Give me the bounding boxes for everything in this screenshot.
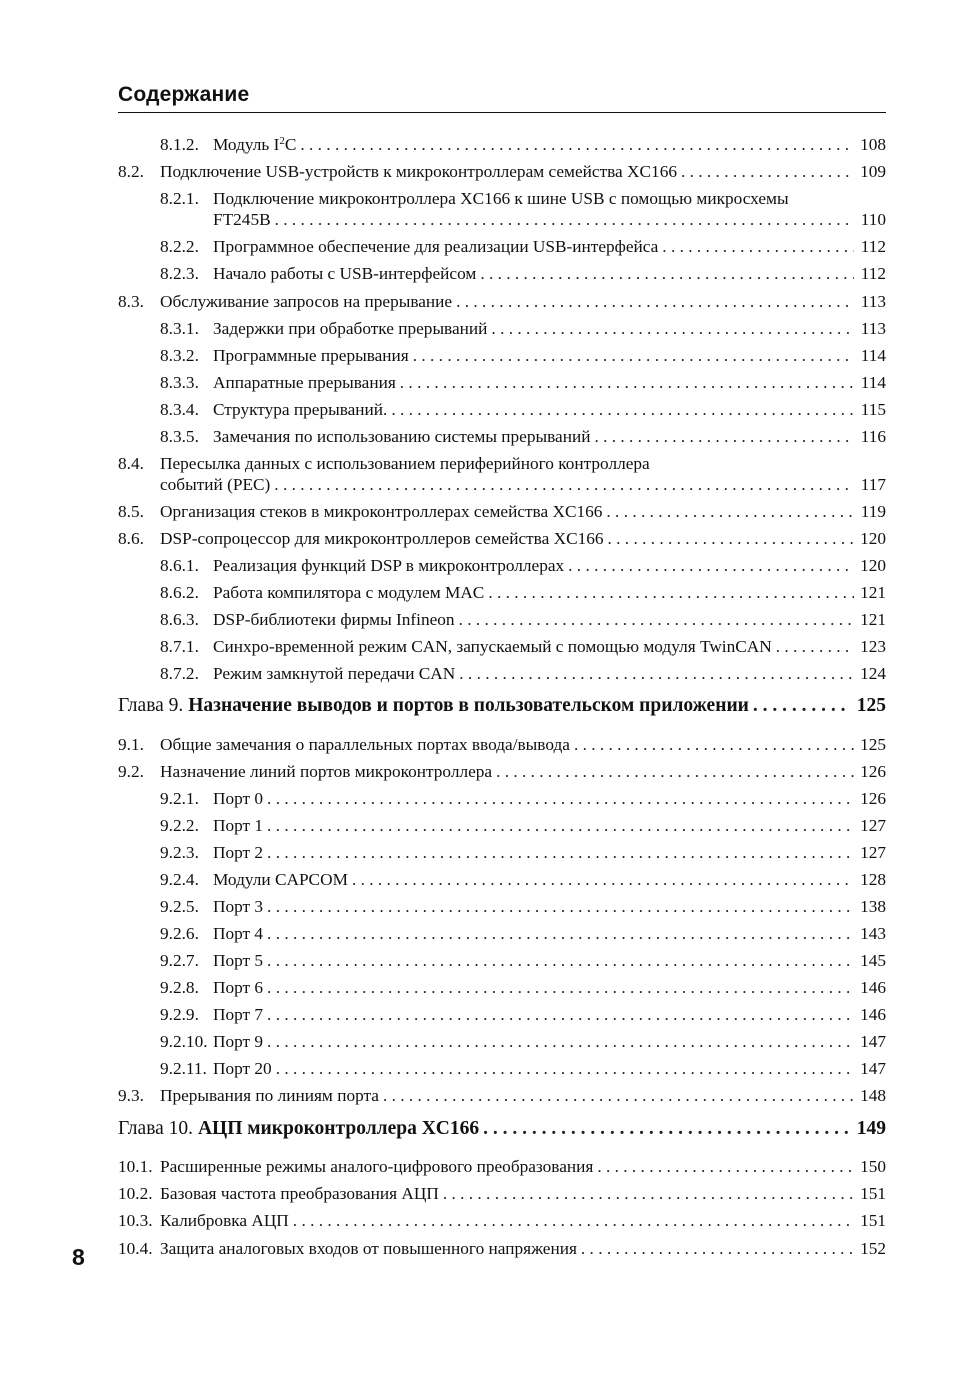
page-ref: 113	[860, 292, 886, 311]
page-ref: 127	[860, 843, 886, 862]
toc-entry[interactable]	[118, 318, 886, 339]
page-ref: 146	[860, 978, 886, 997]
toc-entry[interactable]	[118, 788, 886, 809]
dot-leader	[267, 815, 854, 836]
dot-leader	[276, 1058, 854, 1079]
toc-entry[interactable]	[118, 263, 886, 284]
page-ref: 147	[860, 1059, 886, 1078]
toc-entry[interactable]	[118, 134, 886, 155]
page-ref: 124	[860, 664, 886, 683]
title-part: C	[284, 135, 297, 154]
section-number: 10.1.	[118, 1157, 153, 1176]
dot-leader	[267, 950, 854, 971]
section-number: 8.5.	[118, 502, 144, 521]
toc-entry[interactable]	[118, 188, 886, 230]
dot-leader	[681, 161, 854, 182]
dot-leader	[274, 474, 854, 495]
entry-title: Подключение микроконтроллера XC166 к шине USB с помощью микросхемы	[213, 189, 789, 208]
toc-entry[interactable]	[118, 977, 886, 998]
page-ref: 147	[860, 1032, 886, 1051]
dot-leader	[776, 636, 854, 657]
page-ref: 148	[860, 1086, 886, 1105]
page-ref: 149	[856, 1118, 886, 1139]
dot-leader	[267, 923, 854, 944]
section-number: 8.6.3.	[160, 610, 199, 629]
entry-title: Подключение USB-устройств к микроконтроллерам семейства XC166	[160, 162, 677, 181]
toc-entry[interactable]	[118, 291, 886, 312]
chapter-title	[118, 1117, 479, 1141]
entry-title: Порт 20	[213, 1059, 272, 1078]
chapter-prefix: Глава 9.	[118, 695, 184, 716]
toc-entry[interactable]	[118, 663, 886, 684]
section-number: 8.3.3.	[160, 373, 199, 392]
page-ref: 150	[860, 1157, 886, 1176]
page-number: 8	[72, 1244, 85, 1270]
page-ref: 126	[860, 762, 886, 781]
chapter-prefix: Глава 10.	[118, 1118, 194, 1139]
dot-leader	[480, 263, 854, 284]
toc-entry[interactable]	[118, 1156, 886, 1177]
section-number: 9.2.8.	[160, 978, 199, 997]
entry-title: Защита аналоговых входов от повышенного напряжения	[160, 1239, 577, 1258]
entry-title: Программные прерывания	[213, 346, 409, 365]
page-ref: 112	[860, 264, 886, 283]
toc-entry[interactable]	[118, 501, 886, 522]
chapter-name: Назначение выводов и портов в пользовательском приложении	[188, 695, 749, 716]
section-number: 8.2.2.	[160, 237, 199, 256]
toc-entry[interactable]	[118, 453, 886, 495]
dot-leader	[267, 842, 854, 863]
page-ref: 119	[860, 502, 886, 521]
toc-entry[interactable]	[118, 950, 886, 971]
page-ref: 125	[856, 695, 886, 716]
page-ref: 138	[860, 897, 886, 916]
section-number: 9.1.	[118, 735, 144, 754]
entry-title: Замечания по использованию системы прерываний	[213, 427, 591, 446]
page-ref: 145	[860, 951, 886, 970]
entry-title-continued: событий (PEC)	[160, 475, 271, 494]
dot-leader	[267, 1031, 854, 1052]
section-number: 9.2.10.	[160, 1032, 208, 1051]
section-number: 9.2.1.	[160, 789, 199, 808]
page-ref: 121	[860, 583, 886, 602]
entry-title: Порт 0	[213, 789, 264, 808]
entry-title: Модули CAPCOM	[213, 870, 348, 889]
page-ref: 151	[860, 1184, 886, 1203]
section-number: 10.3.	[118, 1211, 153, 1230]
page-ref: 128	[860, 870, 886, 889]
dot-leader	[491, 318, 854, 339]
toc-entry[interactable]	[118, 1031, 886, 1052]
section-number: 9.2.2.	[160, 816, 199, 835]
entry-title: Задержки при обработке прерываний	[213, 319, 488, 338]
section-number: 9.2.3.	[160, 843, 199, 862]
entry-title: Обслуживание запросов на прерывание	[160, 292, 453, 311]
entry-title: Работа компилятора с модулем MAC	[213, 583, 485, 602]
dot-leader	[293, 1210, 854, 1231]
running-header	[118, 82, 886, 113]
dot-leader	[753, 694, 851, 718]
entry-title: Расширенные режимы аналого-цифрового преобразования	[160, 1157, 594, 1176]
entry-title: Реализация функций DSP в микроконтроллерах	[213, 556, 565, 575]
page-ref: 117	[860, 475, 886, 494]
toc-entry[interactable]	[118, 426, 886, 447]
page-ref: 110	[860, 210, 886, 229]
page-ref: 116	[860, 427, 886, 446]
toc-chapter[interactable]	[118, 694, 886, 718]
dot-leader	[608, 528, 854, 549]
page-ref: 127	[860, 816, 886, 835]
dot-leader	[456, 291, 854, 312]
dot-leader	[483, 1117, 851, 1141]
page-ref: 108	[860, 135, 886, 154]
dot-leader	[594, 426, 854, 447]
entry-title: Пересылка данных с использованием периферийного контроллера	[160, 454, 650, 473]
chapter-title	[118, 694, 749, 718]
entry-title: Порт 6	[213, 978, 264, 997]
toc-entry[interactable]	[118, 555, 886, 576]
section-number: 8.3.2.	[160, 346, 199, 365]
page-ref: 123	[860, 637, 886, 656]
dot-leader	[267, 896, 854, 917]
dot-leader	[383, 1085, 854, 1106]
page-ref: 126	[860, 789, 886, 808]
dot-leader	[606, 501, 854, 522]
toc-entry[interactable]	[118, 923, 886, 944]
section-number: 8.3.4.	[160, 400, 199, 419]
toc-entry[interactable]	[118, 345, 886, 366]
toc-entry[interactable]	[118, 582, 886, 603]
section-number: 9.2.5.	[160, 897, 199, 916]
toc-entry[interactable]	[118, 528, 886, 549]
entry-title: Порт 5	[213, 951, 264, 970]
toc-entry[interactable]	[118, 399, 886, 420]
dot-leader	[300, 134, 854, 155]
section-number: 8.3.5.	[160, 427, 199, 446]
section-number: 9.2.4.	[160, 870, 199, 889]
dot-leader	[267, 1004, 854, 1025]
section-number: 8.2.	[118, 162, 144, 181]
entry-title: Организация стеков в микроконтроллерах семейства XC166	[160, 502, 603, 521]
toc-entry[interactable]	[118, 1085, 886, 1106]
toc-entry[interactable]	[118, 1058, 886, 1079]
toc-entry[interactable]	[118, 372, 886, 393]
entry-title: Прерывания по линиям порта	[160, 1086, 379, 1105]
section-number: 9.3.	[118, 1086, 144, 1105]
toc-entry[interactable]	[118, 236, 886, 257]
entry-title: Назначение линий портов микроконтроллера	[160, 762, 493, 781]
section-number: 9.2.	[118, 762, 144, 781]
chapter-name: АЦП микроконтроллера XC166	[197, 1118, 480, 1139]
page-ref: 151	[860, 1211, 886, 1230]
entry-title: Порт 7	[213, 1005, 264, 1024]
page-ref: 112	[860, 237, 886, 256]
section-number: 8.6.	[118, 529, 144, 548]
dot-leader	[400, 372, 854, 393]
toc-entry[interactable]	[118, 1004, 886, 1025]
dot-leader	[581, 1238, 854, 1259]
toc-entry[interactable]	[118, 1238, 886, 1259]
entry-title: Программное обеспечение для реализации USB-интерфейса	[213, 237, 659, 256]
entry-title: Порт 4	[213, 924, 264, 943]
dot-leader	[662, 236, 854, 257]
toc-chapter[interactable]	[118, 1117, 886, 1141]
entry-title: DSP-сопроцессор для микроконтроллеров семейства XC166	[160, 529, 604, 548]
entry-title: Режим замкнутой передачи CAN	[213, 664, 456, 683]
page-ref: 120	[860, 529, 886, 548]
entry-title: Общие замечания о параллельных портах ввода/вывода	[160, 735, 570, 754]
entry-title	[213, 134, 296, 155]
dot-leader	[267, 977, 854, 998]
section-number: 8.7.2.	[160, 664, 199, 683]
page-ref: 109	[860, 162, 886, 181]
section-number: 9.2.11.	[160, 1059, 207, 1078]
page-title: Содержание	[118, 83, 250, 106]
toc-entry[interactable]	[118, 734, 886, 755]
section-number: 9.2.6.	[160, 924, 199, 943]
page-ref: 115	[860, 400, 886, 419]
section-number: 8.3.	[118, 292, 144, 311]
dot-leader	[459, 609, 854, 630]
section-number: 8.4.	[118, 454, 144, 473]
toc-entry[interactable]	[118, 161, 886, 182]
page-ref: 152	[860, 1239, 886, 1258]
page-ref: 125	[860, 735, 886, 754]
entry-title: Начало работы с USB-интерфейсом	[213, 264, 477, 283]
entry-title: Порт 9	[213, 1032, 264, 1051]
section-number: 8.2.1.	[160, 189, 199, 208]
entry-title: DSP-библиотеки фирмы Infineon	[213, 610, 455, 629]
section-number: 10.4.	[118, 1239, 153, 1258]
entry-title: Калибровка АЦП	[160, 1211, 289, 1230]
dot-leader	[352, 869, 854, 890]
section-number: 9.2.7.	[160, 951, 199, 970]
entry-title: Структура прерываний.	[213, 400, 388, 419]
dot-leader	[275, 209, 854, 230]
page-ref: 114	[860, 373, 886, 392]
section-number: 8.7.1.	[160, 637, 199, 656]
toc-entry[interactable]	[118, 636, 886, 657]
dot-leader	[597, 1156, 854, 1177]
entry-title: Базовая частота преобразования АЦП	[160, 1184, 439, 1203]
toc-entry[interactable]	[118, 815, 886, 836]
dot-leader	[496, 761, 854, 782]
dot-leader	[488, 582, 854, 603]
section-number: 10.2.	[118, 1184, 153, 1203]
section-number: 8.2.3.	[160, 264, 199, 283]
superscript: 2	[279, 135, 285, 147]
dot-leader	[443, 1183, 854, 1204]
toc-entry[interactable]	[118, 1183, 886, 1204]
page-ref: 120	[860, 556, 886, 575]
entry-title: Порт 3	[213, 897, 264, 916]
toc-entry[interactable]	[118, 1210, 886, 1231]
section-number: 8.3.1.	[160, 319, 199, 338]
toc-entry[interactable]	[118, 842, 886, 863]
entry-title: Порт 2	[213, 843, 264, 862]
entry-title: Синхро-временной режим CAN, запускаемый с помощью модуля TwinCAN	[213, 637, 772, 656]
page-ref: 121	[860, 610, 886, 629]
toc-entry[interactable]	[118, 761, 886, 782]
section-number: 8.6.1.	[160, 556, 199, 575]
page-ref: 143	[860, 924, 886, 943]
section-number: 8.1.2.	[160, 135, 199, 154]
page-ref: 146	[860, 1005, 886, 1024]
dot-leader	[574, 734, 854, 755]
entry-title: Аппаратные прерывания	[213, 373, 396, 392]
dot-leader	[568, 555, 854, 576]
dot-leader	[413, 345, 854, 366]
entry-title-continued: FT245B	[213, 210, 271, 229]
dot-leader	[459, 663, 854, 684]
toc-entry[interactable]	[118, 896, 886, 917]
page-ref: 113	[860, 319, 886, 338]
title-part: Модуль I	[213, 135, 280, 154]
section-number: 9.2.9.	[160, 1005, 199, 1024]
page-ref: 114	[860, 346, 886, 365]
toc-entry[interactable]	[118, 869, 886, 890]
toc-entry[interactable]	[118, 609, 886, 630]
entry-title: Порт 1	[213, 816, 264, 835]
dot-leader	[391, 399, 854, 420]
dot-leader	[267, 788, 854, 809]
section-number: 8.6.2.	[160, 583, 199, 602]
